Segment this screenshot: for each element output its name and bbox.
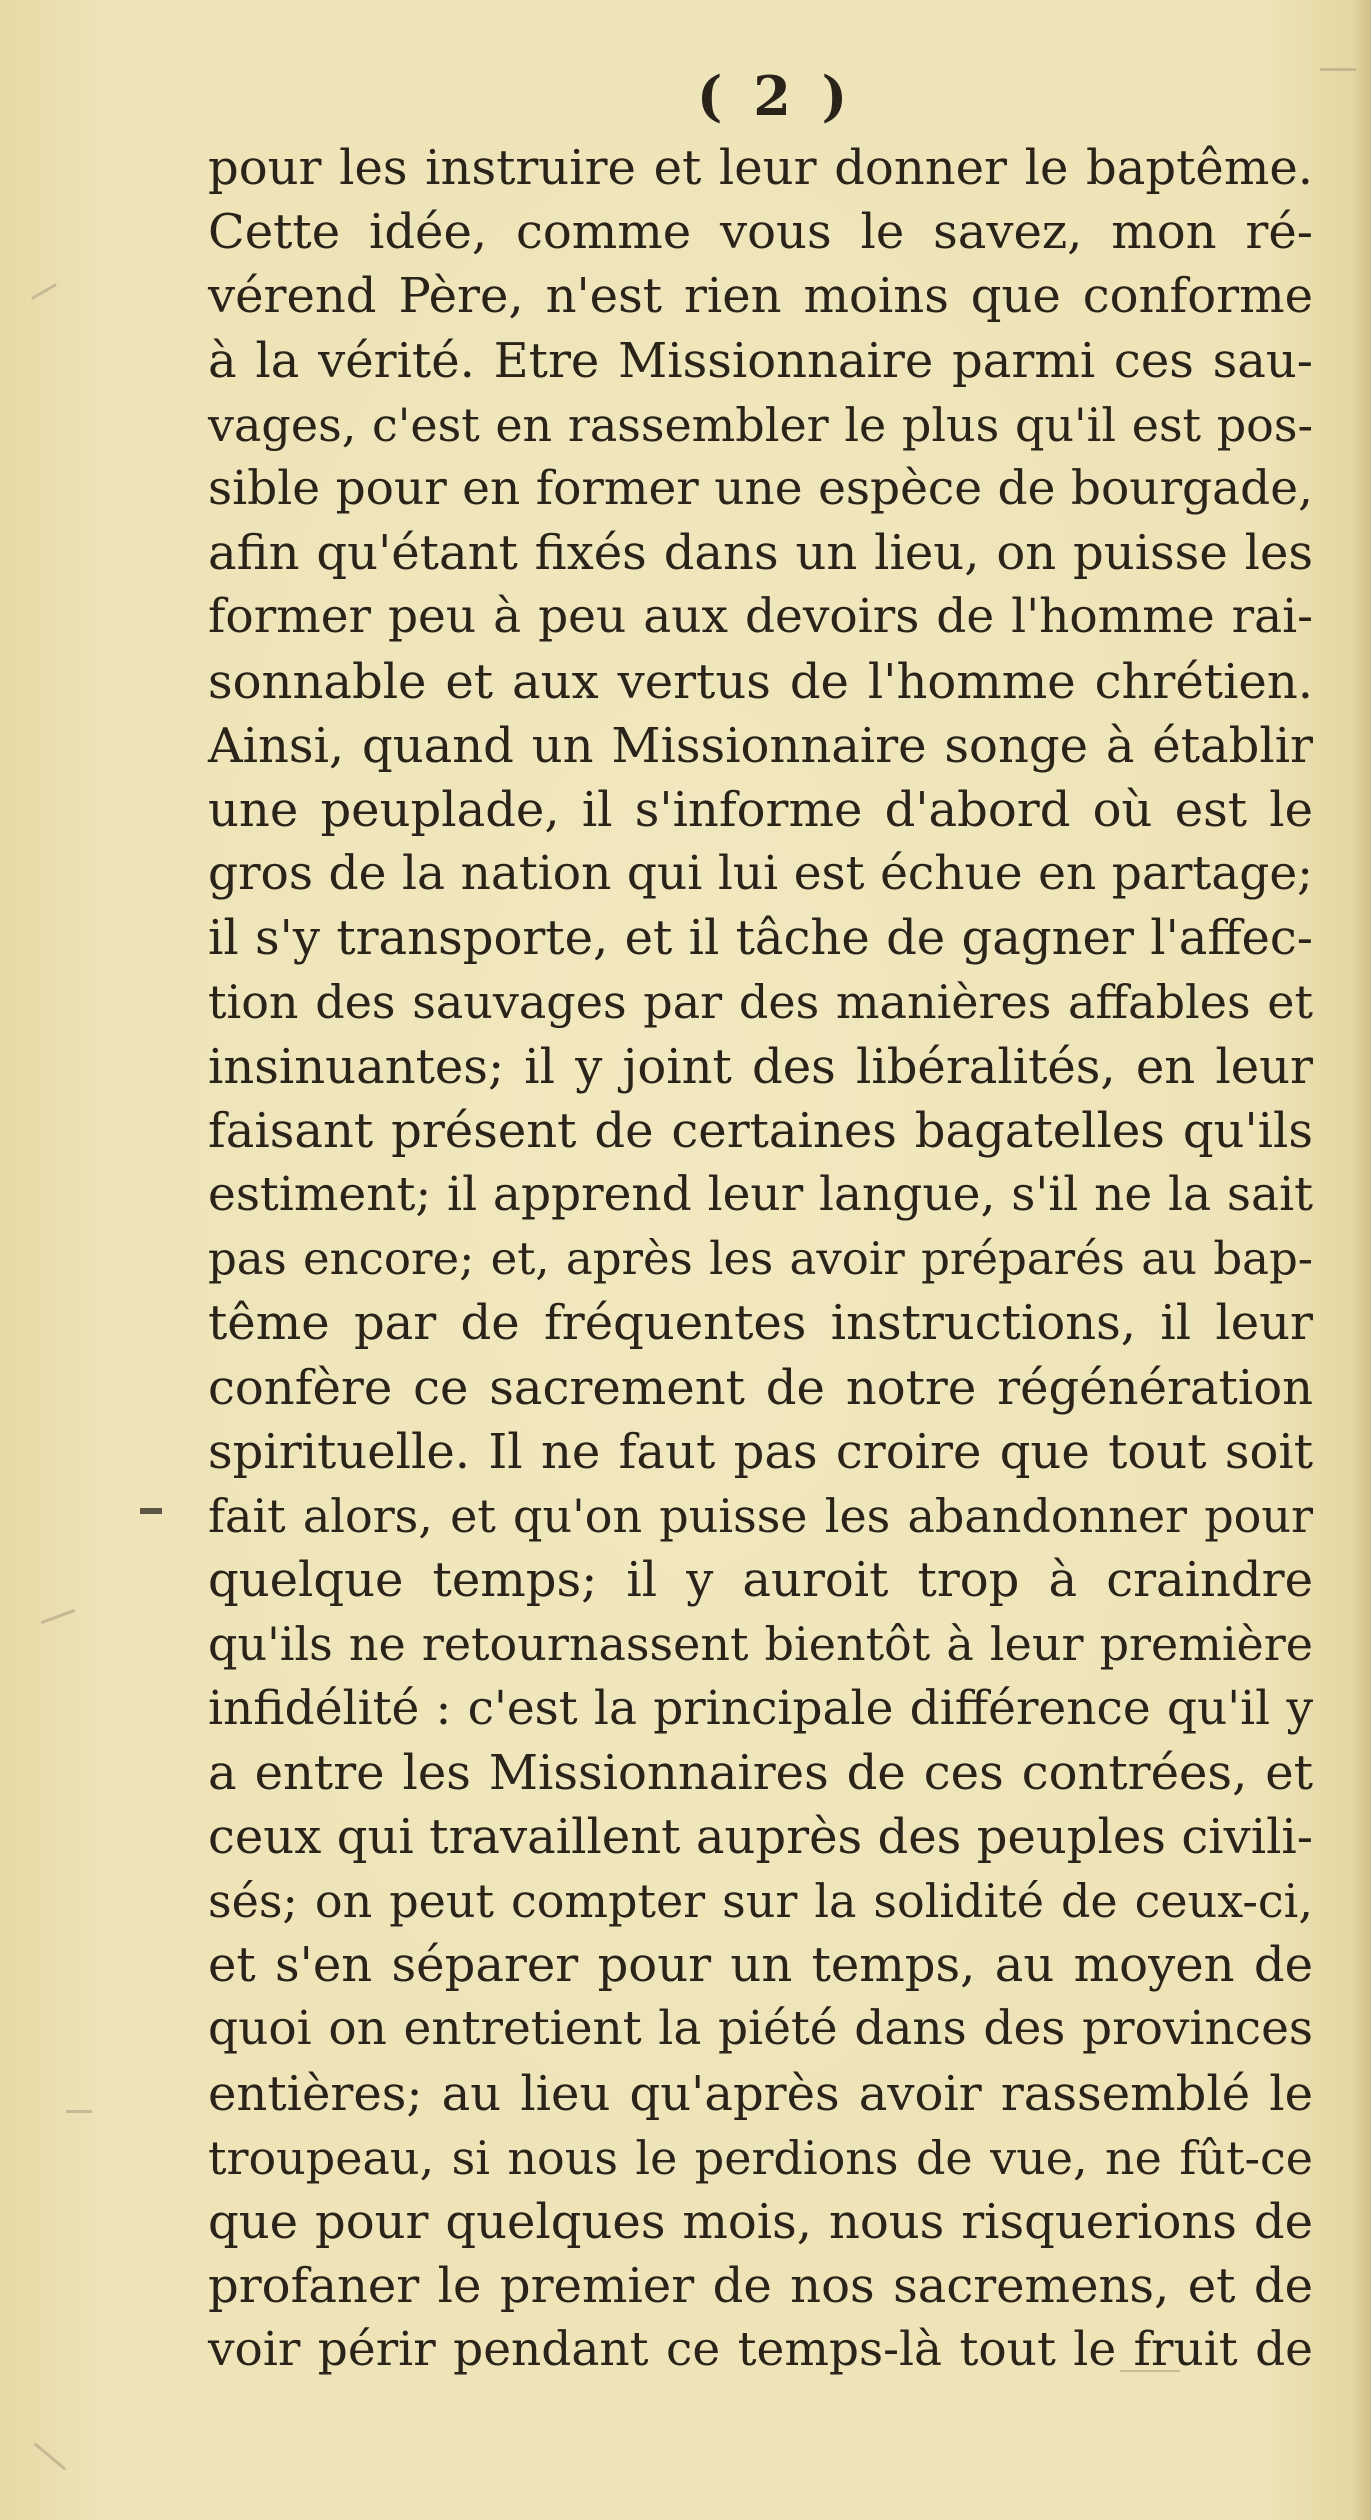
text-line: spirituelle. Il ne faut pas croire que tout soit (208, 1423, 1313, 1480)
text-line: pas encore; et, après les avoir préparés au bap- (208, 1232, 1313, 1286)
text-line: gros de la nation qui lui est échue en partage; (208, 846, 1313, 902)
paper-mark (41, 1609, 76, 1624)
text-line: à la vérité. Etre Missionnaire parmi ces sau- (208, 332, 1313, 389)
text-line: et s'en séparer pour un temps, au moyen de (208, 1937, 1313, 1994)
text-line: sés; on peut compter sur la solidité de ceux-ci, (208, 1874, 1313, 1929)
text-line: Ainsi, quand un Missionnaire songe à établir (208, 717, 1313, 774)
text-line: vages, c'est en rassembler le plus qu'il est pos- (208, 397, 1313, 452)
text-line: profaner le premier de nos sacremens, et de (208, 2258, 1313, 2315)
text-line: tion des sauvages par des manières affables et (208, 975, 1313, 1030)
page-edge-shadow (1353, 0, 1371, 2520)
text-line: faisant présent de certaines bagatelles qu'ils (208, 1102, 1313, 1159)
text-line: a entre les Missionnaires de ces contrées, et (208, 1744, 1313, 1801)
text-line: entières; au lieu qu'après avoir rassemblé le (208, 2065, 1313, 2122)
text-line: que pour quelques mois, nous risquerions de (208, 2194, 1313, 2250)
page-number: ( 2 ) (696, 64, 854, 128)
text-line: sonnable et aux vertus de l'homme chrétien. (208, 653, 1313, 710)
text-line: qu'ils ne retournassent bientôt à leur première (208, 1617, 1313, 1672)
text-line: une peuplade, il s'informe d'abord où est le (208, 781, 1313, 838)
text-line: tême par de fréquentes instructions, il leur (208, 1295, 1313, 1352)
text-line: ceux qui travaillent auprès des peuples civili- (208, 1808, 1313, 1865)
text-line: confère ce sacrement de notre régénération (208, 1359, 1313, 1416)
body-text (208, 136, 1313, 2383)
text-line: Cette idée, comme vous le savez, mon ré- (208, 204, 1313, 261)
text-line: pour les instruire et leur donner le baptême. (208, 140, 1313, 196)
text-line: quelque temps; il y auroit trop à craindre (208, 1552, 1313, 1609)
text-line: insinuantes; il y joint des libéralités, en leur (208, 1038, 1313, 1095)
text-line: vérend Père, n'est rien moins que conforme (208, 268, 1313, 325)
text-line: former peu à peu aux devoirs de l'homme rai- (208, 589, 1313, 645)
text-line: infidélité : c'est la principale différence qu'il y (208, 1680, 1313, 1736)
paper-mark (140, 1508, 162, 1514)
text-line: sible pour en former une espèce de bourgade, (208, 460, 1313, 516)
text-line: quoi on entretient la piété dans des provinces (208, 2001, 1313, 2057)
text-line: troupeau, si nous le perdions de vue, ne fût-ce (208, 2130, 1313, 2185)
text-line: afin qu'étant fixés dans un lieu, on puisse les (208, 525, 1313, 582)
text-line: fait alors, et qu'on puisse les abandonner pour (208, 1488, 1313, 1543)
text-line: il s'y transporte, et il tâche de gagner l'affec- (208, 910, 1313, 967)
text-line: estiment; il apprend leur langue, s'il ne la sait (208, 1167, 1313, 1222)
paper-mark (34, 2442, 67, 2470)
paper-mark (66, 2110, 92, 2113)
paper-mark (31, 283, 57, 300)
text-line: voir périr pendant ce temps-là tout le fruit de (208, 2322, 1313, 2378)
